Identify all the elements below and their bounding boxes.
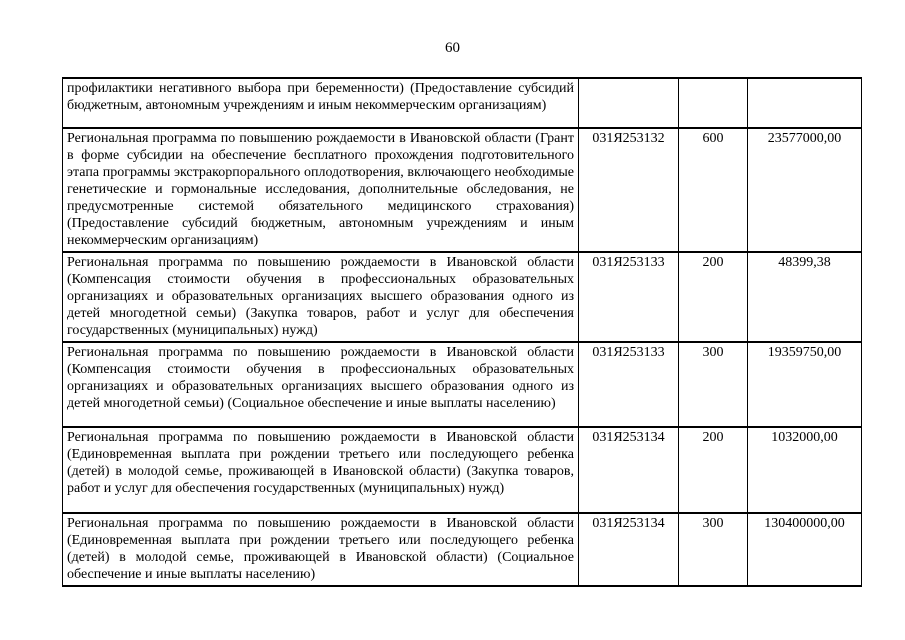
table-row bbox=[63, 513, 862, 586]
expense-type-cell: 200 bbox=[679, 252, 748, 342]
program-description-cell: Региональная программа по повышению рождаемости в Ивановской области (Единовременная выплата при рождении третьего или последующего ребенка (детей) в молодой семье, проживающей в Ивановской области) (Закупка товаров, работ и услуг для обеспечения государственных (муниципальных) нужд) bbox=[63, 427, 579, 513]
table-row bbox=[63, 342, 862, 427]
budget-table bbox=[62, 77, 862, 587]
program-description-cell: Региональная программа по повышению рождаемости в Ивановской области (Грант в форме субсидии на обеспечение бесплатного прохождения подготовительного этапа программы экстракорпорального оплодотворения, включающего необходимые генетические и гормональные исследования, дополнительные обследования, не предусмотренные системой обязательного медицинского страхования) (Предоставление субсидий бюджетным, автономным учреждениям и иным некоммерческим организациям) bbox=[63, 128, 579, 252]
amount-cell: 48399,38 bbox=[748, 252, 862, 342]
table-row bbox=[63, 128, 862, 252]
amount-cell: 1032000,00 bbox=[748, 427, 862, 513]
target-code-cell bbox=[579, 78, 679, 128]
page-number: 60 bbox=[445, 40, 460, 56]
table-row bbox=[63, 78, 862, 128]
expense-type-cell: 300 bbox=[679, 342, 748, 427]
target-code-cell: 031Я253134 bbox=[579, 427, 679, 513]
amount-cell: 23577000,00 bbox=[748, 128, 862, 252]
amount-cell bbox=[748, 78, 862, 128]
expense-type-cell: 600 bbox=[679, 128, 748, 252]
table-row bbox=[63, 252, 862, 342]
expense-type-cell: 200 bbox=[679, 427, 748, 513]
amount-cell: 19359750,00 bbox=[748, 342, 862, 427]
program-description-cell: Региональная программа по повышению рождаемости в Ивановской области (Компенсация стоимости обучения в профессиональных образовательных организациях и образовательных организациях высшего образования одного из детей многодетной семьи) (Закупка товаров, работ и услуг для обеспечения государственных (муниципальных) нужд) bbox=[63, 252, 579, 342]
expense-type-cell: 300 bbox=[679, 513, 748, 586]
table-row bbox=[63, 427, 862, 513]
target-code-cell: 031Я253132 bbox=[579, 128, 679, 252]
target-code-cell: 031Я253133 bbox=[579, 342, 679, 427]
program-description-cell: Региональная программа по повышению рождаемости в Ивановской области (Компенсация стоимости обучения в профессиональных образовательных организациях и образовательных организациях высшего образования одного из детей многодетной семьи) (Социальное обеспечение и иные выплаты населению) bbox=[63, 342, 579, 427]
target-code-cell: 031Я253133 bbox=[579, 252, 679, 342]
program-description-cell: Региональная программа по повышению рождаемости в Ивановской области (Единовременная выплата при рождении третьего или последующего ребенка (детей) в молодой семье, проживающей в Ивановской области) (Социальное обеспечение и иные выплаты населению) bbox=[63, 513, 579, 586]
program-description-cell: профилактики негативного выбора при беременности) (Предоставление субсидий бюджетным, автономным учреждениям и иным некоммерческим организациям) bbox=[63, 78, 579, 128]
target-code-cell: 031Я253134 bbox=[579, 513, 679, 586]
expense-type-cell bbox=[679, 78, 748, 128]
amount-cell: 130400000,00 bbox=[748, 513, 862, 586]
